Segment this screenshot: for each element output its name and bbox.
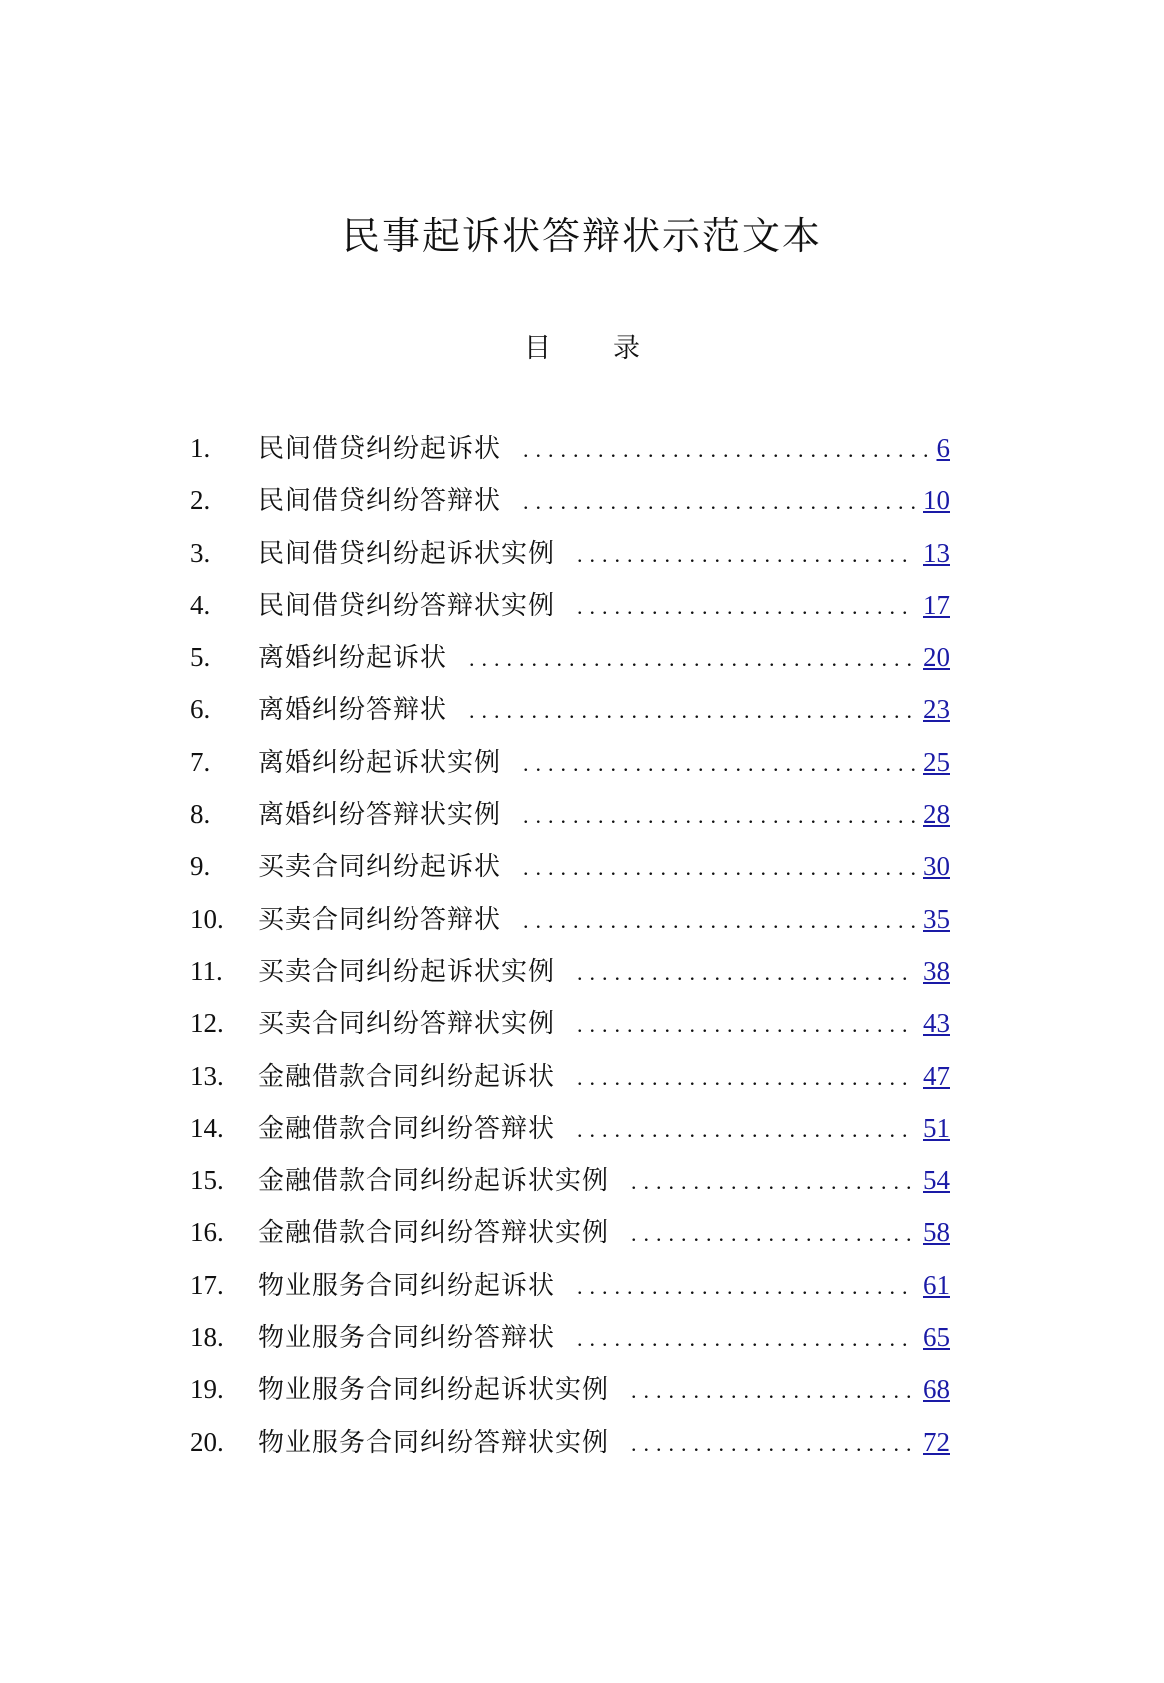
toc-entry-title: 买卖合同纠纷起诉状实例 (258, 956, 556, 987)
toc-dot-leader (577, 1052, 915, 1104)
toc-page-link[interactable]: 51 (923, 1112, 950, 1143)
toc-dot-leader (523, 842, 915, 894)
toc-entry[interactable] (190, 1206, 950, 1258)
toc-entry-title: 物业服务合同纠纷起诉状 (258, 1270, 556, 1301)
toc-heading-right: 录 (613, 333, 640, 364)
toc-entry[interactable] (190, 1050, 950, 1102)
toc-dot-leader (577, 581, 915, 633)
toc-entry-number: 5. (190, 642, 211, 673)
toc-entry[interactable] (190, 527, 950, 579)
toc-dot-leader (523, 738, 915, 790)
toc-page-link[interactable]: 72 (923, 1426, 950, 1457)
toc-dot-leader (523, 476, 915, 528)
toc-page-link[interactable]: 30 (923, 851, 950, 882)
toc-dot-leader (631, 1365, 915, 1417)
toc-entry-number: 1. (190, 433, 211, 463)
toc-page-link[interactable]: 43 (923, 1008, 950, 1039)
toc-entry-number: 20. (190, 1426, 224, 1457)
table-of-contents (190, 422, 950, 1468)
toc-entry-title: 物业服务合同纠纷答辩状实例 (258, 1427, 610, 1458)
toc-entry-number: 2. (190, 485, 211, 516)
toc-entry-title: 离婚纠纷答辩状 (258, 695, 448, 726)
toc-entry-number: 8. (190, 799, 211, 830)
toc-page-link[interactable]: 25 (923, 746, 950, 777)
toc-entry-number: 19. (190, 1374, 224, 1405)
toc-page-link[interactable]: 13 (923, 537, 950, 568)
toc-entry-title: 物业服务合同纠纷答辩状 (258, 1323, 556, 1354)
toc-entry-number: 6. (190, 694, 211, 725)
toc-entry[interactable] (190, 736, 950, 788)
toc-page-link[interactable]: 6 (936, 433, 950, 463)
toc-page-link[interactable]: 47 (923, 1060, 950, 1091)
toc-page-link[interactable]: 35 (923, 903, 950, 934)
toc-page-link[interactable]: 54 (923, 1165, 950, 1196)
toc-page-link[interactable]: 68 (923, 1374, 950, 1405)
toc-entry[interactable] (190, 788, 950, 840)
toc-entry[interactable] (190, 1363, 950, 1415)
toc-entry-title: 买卖合同纠纷答辩状实例 (258, 1009, 556, 1040)
toc-page-link[interactable]: 61 (923, 1269, 950, 1300)
toc-entry-number: 9. (190, 851, 211, 882)
toc-page-link[interactable]: 10 (923, 485, 950, 516)
toc-dot-leader (577, 947, 915, 999)
toc-entry-number: 15. (190, 1165, 224, 1196)
toc-entry-title: 买卖合同纠纷答辩状 (258, 904, 502, 935)
toc-entry-number: 11. (190, 955, 223, 986)
document-title: 民事起诉状答辩状示范文本 (341, 214, 822, 258)
toc-entry-title: 金融借款合同纠纷起诉状实例 (258, 1166, 610, 1197)
toc-entry-number: 14. (190, 1112, 224, 1143)
toc-entry-title: 金融借款合同纠纷答辩状实例 (258, 1218, 610, 1249)
toc-dot-leader (577, 1104, 915, 1156)
toc-entry-number: 7. (190, 746, 211, 777)
toc-heading-left: 目 (524, 333, 551, 364)
toc-entry[interactable] (190, 997, 950, 1049)
toc-entry-number: 17. (190, 1269, 224, 1300)
toc-page-link[interactable]: 28 (923, 799, 950, 830)
toc-entry-number: 18. (190, 1322, 224, 1353)
toc-dot-leader (577, 529, 915, 581)
toc-entry[interactable] (190, 683, 950, 735)
toc-dot-leader (523, 790, 915, 842)
toc-entry-title: 买卖合同纠纷起诉状 (258, 852, 502, 883)
toc-entry-number: 3. (190, 537, 211, 568)
toc-page-link[interactable]: 65 (923, 1322, 950, 1353)
toc-dot-leader (631, 1208, 915, 1260)
toc-entry[interactable] (190, 840, 950, 892)
toc-entry[interactable] (190, 945, 950, 997)
toc-entry[interactable] (190, 1311, 950, 1363)
toc-dot-leader (631, 1156, 915, 1208)
toc-entry-title: 金融借款合同纠纷起诉状 (258, 1061, 556, 1092)
toc-page-link[interactable]: 23 (923, 694, 950, 725)
toc-entry[interactable] (190, 1102, 950, 1154)
toc-entry-title: 离婚纠纷起诉状 (258, 643, 448, 674)
toc-entry[interactable] (190, 1154, 950, 1206)
toc-dot-leader (523, 895, 915, 947)
toc-entry-number: 16. (190, 1217, 224, 1248)
toc-heading (0, 326, 1164, 365)
toc-entry[interactable] (190, 422, 950, 474)
toc-page-link[interactable]: 17 (923, 589, 950, 620)
toc-dot-leader (469, 685, 915, 737)
toc-entry[interactable] (190, 474, 950, 526)
toc-entry-title: 物业服务合同纠纷起诉状实例 (258, 1375, 610, 1406)
toc-dot-leader (577, 999, 915, 1051)
toc-page-link[interactable]: 58 (923, 1217, 950, 1248)
toc-dot-leader (523, 424, 928, 476)
toc-entry[interactable] (190, 893, 950, 945)
toc-dot-leader (631, 1418, 915, 1470)
toc-page-link[interactable]: 20 (923, 642, 950, 673)
toc-page-link[interactable]: 38 (923, 955, 950, 986)
toc-entry-title: 民间借贷纠纷答辩状实例 (258, 590, 556, 621)
toc-entry-title: 离婚纠纷起诉状实例 (258, 747, 502, 778)
toc-dot-leader (469, 633, 915, 685)
toc-entry-number: 10. (190, 903, 224, 934)
toc-entry-number: 13. (190, 1060, 224, 1091)
toc-entry-title: 金融借款合同纠纷答辩状 (258, 1113, 556, 1144)
toc-entry[interactable] (190, 1416, 950, 1468)
toc-entry-title: 民间借贷纠纷起诉状 (258, 434, 502, 464)
toc-entry-number: 12. (190, 1008, 224, 1039)
toc-dot-leader (577, 1261, 915, 1313)
toc-entry-title: 民间借贷纠纷起诉状实例 (258, 538, 556, 569)
toc-entry-number: 4. (190, 589, 211, 620)
toc-entry[interactable] (190, 631, 950, 683)
toc-entry-title: 民间借贷纠纷答辩状 (258, 486, 502, 517)
toc-dot-leader (577, 1313, 915, 1365)
toc-entry[interactable] (190, 579, 950, 631)
toc-entry[interactable] (190, 1259, 950, 1311)
toc-entry-title: 离婚纠纷答辩状实例 (258, 800, 502, 831)
